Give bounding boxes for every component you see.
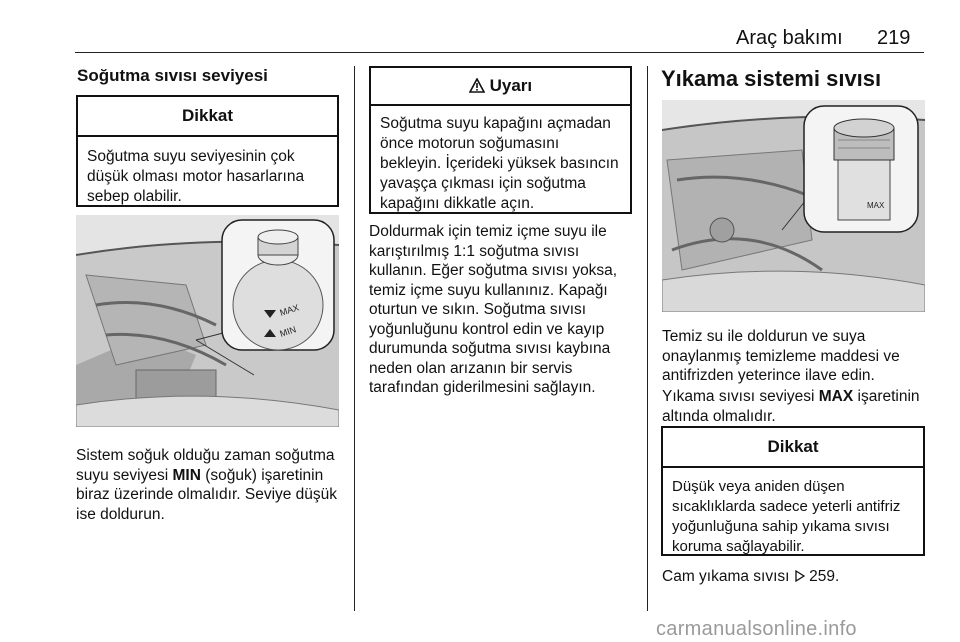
caution-title: Dikkat (663, 428, 923, 468)
max-mark-label: MAX (867, 201, 885, 210)
warning-triangle-icon (469, 78, 485, 93)
caution-text: Düşük veya aniden düşen sıcaklıklarda sadece yeterli antifriz yoğunluğuna sahip yıkama sıvısı koruma sağlayabilir. (672, 478, 901, 555)
warning-box (369, 66, 632, 214)
warning-text: Soğutma suyu kapağını açmadan önce motorun soğumasını bekleyin. İçerideki yüksek basıncın yavaşça çıkması için soğutma kapağını dikkatle açın. (380, 115, 619, 212)
min-mark-label: MIN (278, 324, 298, 339)
header-rule (75, 52, 924, 53)
washer-reservoir-figure (662, 100, 925, 312)
max-mark-term: MAX (818, 388, 854, 405)
section-title: Araç bakımı (736, 27, 843, 49)
washer-fill-paragraph: Temiz su ile doldurun ve suya onaylanmış temizleme maddesi ve antifrizden yeterince ilave edin. (662, 328, 900, 384)
caution-box-washer (661, 426, 925, 556)
max-mark-label: MAX (278, 302, 301, 318)
caution-box-coolant (76, 95, 339, 207)
warning-title: Uyarı (489, 76, 533, 95)
coolant-level-paragraph: Sistem soğuk olduğu zaman soğutma suyu seviyesi MIN (soğuk) işaretinin biraz üzerinde olmalıdır. Seviye düşük ise doldurun. (76, 447, 338, 523)
coolant-reservoir-figure (76, 215, 339, 427)
caution-text: Soğutma suyu seviyesinin çok düşük olması motor hasarlarına sebep olabilir. (87, 148, 305, 205)
cross-reference: Cam yıkama sıvısı 259. (662, 568, 840, 585)
column-divider (354, 66, 355, 611)
caution-title: Dikkat (78, 97, 337, 137)
column-divider (647, 66, 648, 611)
coolant-level-heading: Soğutma sıvısı seviyesi (77, 66, 268, 85)
reference-page[interactable]: 259. (809, 568, 840, 585)
watermark: carmanualsonline.info (656, 618, 857, 640)
washer-fluid-heading: Yıkama sistemi sıvısı (661, 66, 882, 91)
warning-header (371, 68, 630, 106)
min-mark-term: MIN (172, 466, 201, 484)
washer-level-paragraph: Yıkama sıvısı seviyesi MAX işaretinin altında olmalıdır. (662, 388, 920, 425)
page-number: 219 (877, 27, 911, 49)
page-reference-arrow-icon (794, 570, 805, 582)
engine-bay-illustration (76, 215, 339, 427)
refill-paragraph: Doldurmak için temiz içme suyu ile karıştırılmış 1:1 soğutma sıvısı kullanın. Eğer soğutma sıvısı yoksa, temiz içme suyu kullanınız. Kapağı oturtun ve sıkın. Soğutma sıvısı yoğunluğunu kontrol edin ve kayıp durumunda soğutma sıvısı kaybına neden olan arızanın bir servis tarafından giderilmesini sağlayın. (369, 223, 618, 396)
washer-bay-illustration (662, 100, 925, 312)
